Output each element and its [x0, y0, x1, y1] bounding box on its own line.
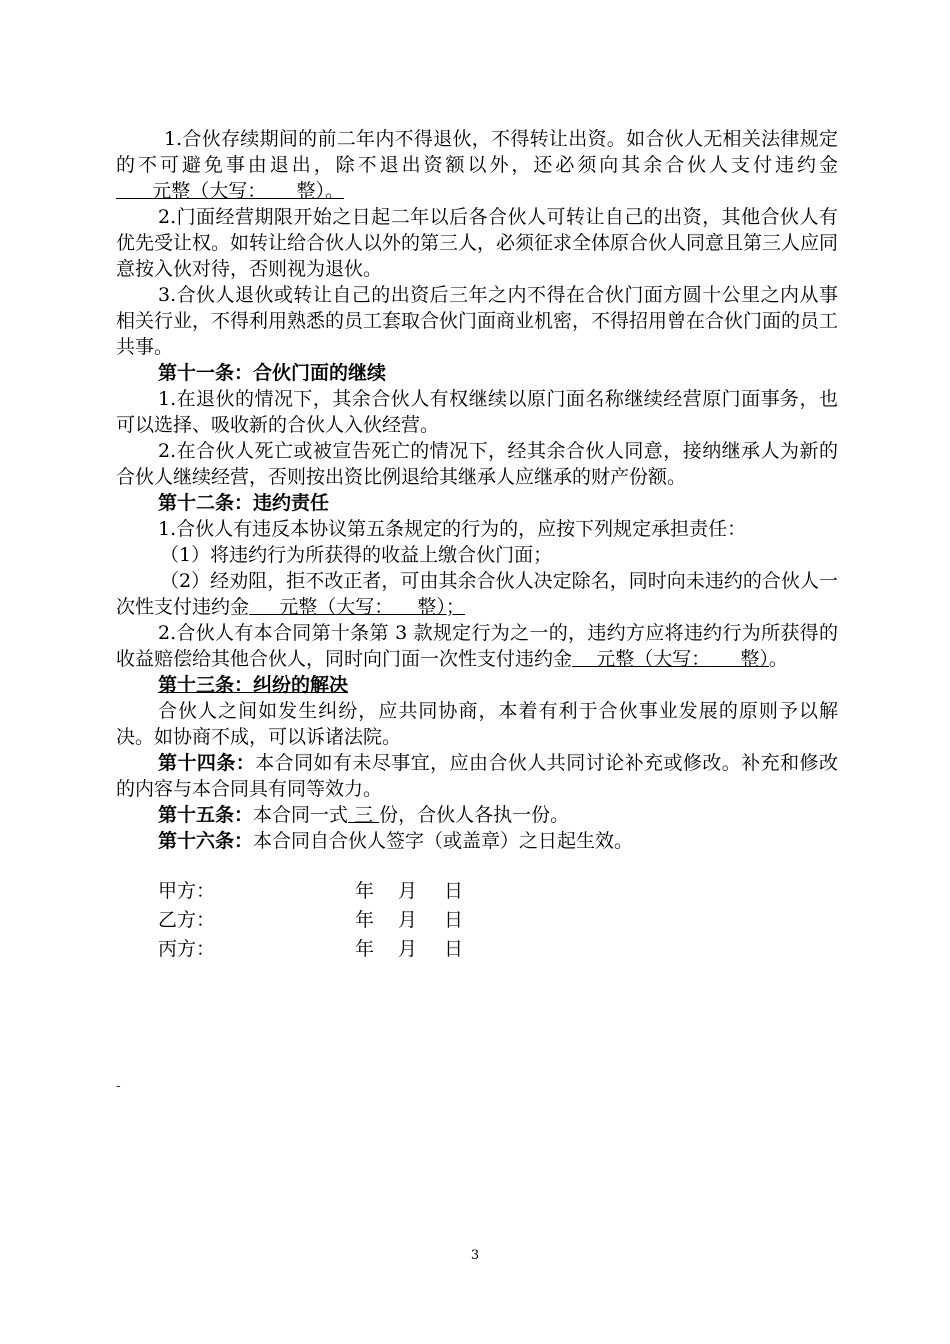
signature-date: [355, 878, 463, 904]
amount-unit: 元整（大写：: [279, 596, 394, 618]
year-label: 年: [355, 937, 375, 960]
blank-amount-capital: [393, 596, 417, 618]
paragraph-liability-2: [116, 620, 838, 672]
footer-dash: -: [116, 1078, 121, 1094]
year-label: 年: [355, 908, 375, 931]
sentence-end: 。: [768, 648, 788, 670]
day-label: 日: [444, 879, 464, 902]
month-label: 月: [398, 879, 418, 902]
paragraph-text: 2.合伙人有本合同第十条第 3 款规定行为之一的，违约方应将违约行为所获得的收益赔偿给其他合伙人，同时向门面一次性支付违约金: [116, 622, 838, 670]
day-label: 日: [444, 908, 464, 931]
signature-date: [355, 936, 463, 962]
paragraph-article-16: [116, 828, 838, 854]
amount-end: 整）；: [417, 596, 465, 618]
document-body: [116, 126, 838, 963]
amount-unit: 元整（大写：: [596, 648, 711, 670]
month-label: 月: [398, 908, 418, 931]
paragraph-dispute: 合伙人之间如发生纠纷，应共同协商，本着有利于合伙事业发展的原则予以解决。如协商不成，可以诉诸法院。: [116, 700, 838, 748]
copy-count: 三: [348, 804, 380, 826]
page-number: 3: [470, 1248, 480, 1263]
day-label: 日: [444, 937, 464, 960]
paragraph-liability-1b: [116, 568, 838, 620]
paragraph-article-14: [116, 750, 838, 802]
article-label: 第十五条：: [158, 804, 254, 826]
paragraph-withdrawal-restriction: [116, 126, 838, 204]
blank-amount: [572, 648, 596, 670]
paragraph-text-end: 份，合伙人各执一份。: [379, 804, 570, 826]
party-label: 丙方：: [158, 937, 216, 960]
article-label: 第十六条：: [158, 830, 254, 852]
paragraph-text: （2）经劝阻，拒不改正者，可由其余合伙人决定除名，同时向未违约的合伙人一次性支付违约金: [116, 570, 838, 618]
signature-block: [116, 876, 838, 963]
paragraph-text: 本合同如有未尽事宜，应由合伙人共同讨论补充或修改。补充和修改的内容与本合同具有同等效力。: [116, 752, 838, 800]
signature-row-party-a: [116, 876, 838, 905]
signature-date: [355, 907, 463, 933]
paragraph-liability-1: 1.合伙人有违反本协议第五条规定的行为的，应按下列规定承担责任：: [158, 518, 747, 540]
blank-amount: [116, 180, 152, 202]
amount-end: 整）。: [296, 180, 344, 202]
heading-article-13: [116, 672, 838, 698]
paragraph-continuation-2: 2.在合伙人死亡或被宣告死亡的情况下，经其余合伙人同意，接纳继承人为新的合伙人继续经营，否则按出资比例退给其继承人应继承的财产份额。: [116, 440, 838, 488]
amount-end: 整）: [740, 648, 769, 670]
month-label: 月: [398, 937, 418, 960]
paragraph-non-compete: 3.合伙人退伙或转让自己的出资后三年之内不得在合伙门面方圆十公里之内从事相关行业，不得利用熟悉的员工套取合伙门面商业机密，不得招用曾在合伙门面的员工共事。: [116, 284, 839, 358]
year-label: 年: [355, 879, 375, 902]
heading-article-11: 第十一条：合伙门面的继续: [158, 362, 387, 384]
paragraph-transfer-rights: 2.门面经营期限开始之日起二年以后各合伙人可转让自己的出资，其他合伙人有优先受让权。如转让给合伙人以外的第三人，必须征求全体原合伙人同意且第三人应同意按入伙对待，否则视为退伙。: [116, 206, 839, 280]
blank-amount: [249, 596, 279, 618]
paragraph-article-15: [116, 802, 838, 828]
paragraph-text: 本合同自合伙人签字（或盖章）之日起生效。: [253, 830, 634, 852]
paragraph-text: 本合同一式: [253, 804, 349, 826]
heading-article-12: 第十二条：违约责任: [158, 492, 330, 514]
paragraph-continuation-1: 1.在退伙的情况下，其余合伙人有权继续以原门面名称继续经营原门面事务，也可以选择、吸收新的合伙人入伙经营。: [116, 388, 838, 436]
paragraph-text: 1.合伙存续期间的前二年内不得退伙，不得转让出资。如合伙人无相关法律规定的不可避免事由退出，除不退出资额以外，还必须向其余合伙人支付违约金: [116, 128, 838, 176]
blank-amount-capital: [266, 180, 296, 202]
party-label: 甲方：: [158, 879, 216, 902]
article-label: 第十四条：: [158, 752, 256, 774]
signature-row-party-c: [116, 934, 838, 963]
blank-amount-capital: [710, 648, 740, 670]
signature-row-party-b: [116, 905, 838, 934]
party-label: 乙方：: [158, 908, 216, 931]
amount-unit: 元整（大写：: [152, 180, 267, 202]
paragraph-liability-1a: （1）将违约行为所获得的收益上缴合伙门面；: [160, 544, 553, 566]
heading-text: 第十三条：纠纷的解决: [158, 674, 349, 696]
